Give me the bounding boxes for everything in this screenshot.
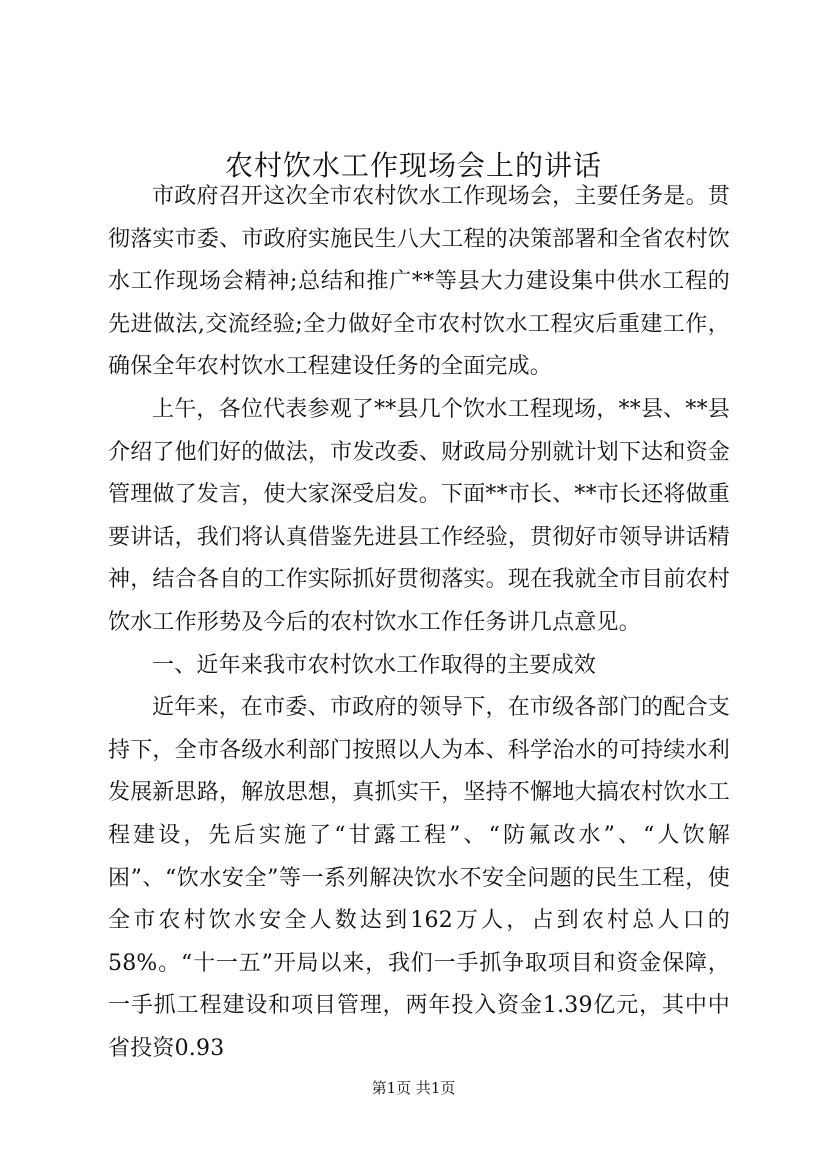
paragraph-achievements: 近年来，在市委、市政府的领导下，在市级各部门的配合支持下，全市各级水利部门按照以人为本、科学治水的可持续水利发展新思路，解放思想，真抓实干，坚持不懈地大搞农村饮水工程建设，先后实施了“甘露工程”、“防氟改水”、“人饮解困”、“饮水安全”等一系列解决饮水不安全问题的民生工程，使全市农村饮水安全人数达到162万人，占到农村总人口的58%。“十一五”开局以来，我们一手抓争取项目和资金保障，一手抓工程建设和项目管理，两年投入资金1.39亿元，其中中省投资0.93 xyxy=(108,695,730,1061)
section-heading-achievements: 一、近年来我市农村饮水工作取得的主要成效 xyxy=(152,652,597,678)
page-footer: 第1页 共1页 xyxy=(371,1079,456,1097)
document-title: 农村饮水工作现场会上的讲话 xyxy=(224,149,602,182)
paragraph-intro: 市政府召开这次全市农村饮水工作现场会，主要任务是。贯彻落实市委、市政府实施民生八大工程的决策部署和全省农村饮水工作现场会精神;总结和推广**等县大力建设集中供水工程的先进做法,交流经验;全力做好全市农村饮水工程灾后重建工作，确保全年农村饮水工程建设任务的全面完成。 xyxy=(108,184,730,380)
paragraph-morning-visit: 上午，各位代表参观了**县几个饮水工程现场，**县、**县介绍了他们好的做法，市发改委、财政局分别就计划下达和资金管理做了发言，使大家深受启发。下面**市长、**市长还将做重要讲话，我们将认真借鉴先进县工作经验，贯彻好市领导讲话精神，结合各自的工作实际抓好贯彻落实。现在我就全市目前农村饮水工作形势及今后的农村饮水工作任务讲几点意见。 xyxy=(108,396,731,635)
document-body xyxy=(108,176,730,1070)
